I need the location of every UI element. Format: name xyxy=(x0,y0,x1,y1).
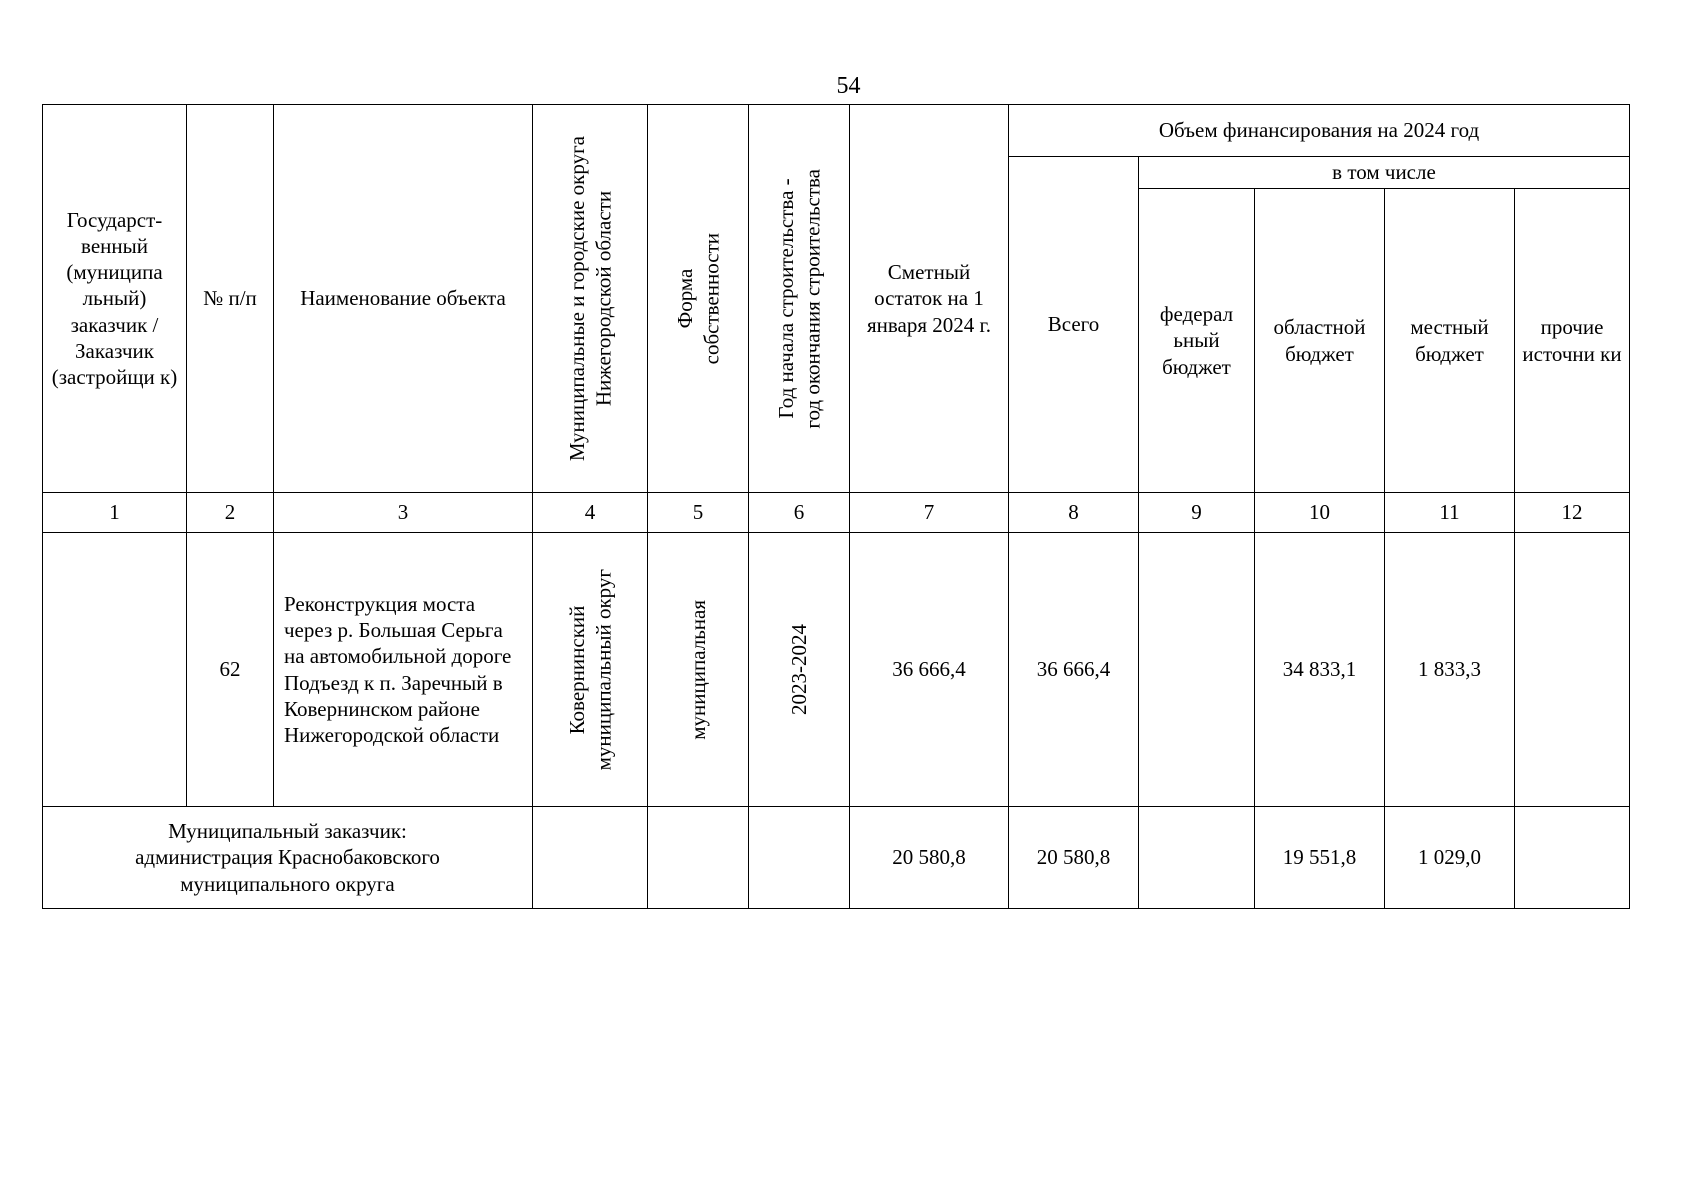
row2-other xyxy=(1515,807,1630,909)
header-ownership xyxy=(648,105,749,493)
header-districts-line2: Нижегородской области xyxy=(591,190,615,407)
row1-customer xyxy=(43,533,187,807)
row1-years-text: 2023-2024 xyxy=(786,624,811,715)
table-row xyxy=(43,807,1630,909)
column-number: 10 xyxy=(1255,493,1385,533)
header-years-line2: год окончания строительства xyxy=(800,168,824,429)
row2-ownership xyxy=(648,807,749,909)
column-number: 1 xyxy=(43,493,187,533)
column-number: 6 xyxy=(749,493,850,533)
row2-years xyxy=(749,807,850,909)
row2-federal xyxy=(1139,807,1255,909)
row1-regional: 34 833,1 xyxy=(1255,533,1385,807)
column-number: 7 xyxy=(850,493,1009,533)
row1-other xyxy=(1515,533,1630,807)
header-row-1 xyxy=(43,105,1630,157)
column-number: 5 xyxy=(648,493,749,533)
row1-years xyxy=(749,533,850,807)
column-number: 9 xyxy=(1139,493,1255,533)
header-districts xyxy=(533,105,648,493)
row2-customer-line2: администрация Краснобаковского xyxy=(135,845,440,870)
column-number: 4 xyxy=(533,493,648,533)
row2-customer-line3: муниципального округа xyxy=(180,871,395,896)
column-number-row xyxy=(43,493,1630,533)
header-estimate: Сметный остаток на 1 января 2024 г. xyxy=(850,105,1009,493)
row2-total: 20 580,8 xyxy=(1009,807,1139,909)
header-federal: федерал ьный бюджет xyxy=(1139,189,1255,493)
row2-regional: 19 551,8 xyxy=(1255,807,1385,909)
header-customer: Государст-венный (муниципа льный) заказчик / Заказчик (застройщи к) xyxy=(43,105,187,493)
header-other: прочие источни ки xyxy=(1515,189,1630,493)
header-years xyxy=(749,105,850,493)
column-number: 12 xyxy=(1515,493,1630,533)
row1-federal xyxy=(1139,533,1255,807)
row2-local: 1 029,0 xyxy=(1385,807,1515,909)
header-districts-line1: Муниципальные и городские округа xyxy=(564,135,589,462)
header-ownership-line1: Форма xyxy=(672,268,697,329)
column-number: 8 xyxy=(1009,493,1139,533)
header-regional: областной бюджет xyxy=(1255,189,1385,493)
row2-customer xyxy=(43,807,533,909)
header-including: в том числе xyxy=(1139,157,1630,189)
investment-table xyxy=(42,104,1630,909)
row1-district xyxy=(533,533,648,807)
row1-district-line1: Ковернинский xyxy=(564,605,589,734)
column-number: 3 xyxy=(274,493,533,533)
row2-district xyxy=(533,807,648,909)
header-total: Всего xyxy=(1009,157,1139,493)
header-object-name: Наименование объекта xyxy=(274,105,533,493)
table-row xyxy=(43,533,1630,807)
header-funding: Объем финансирования на 2024 год xyxy=(1009,105,1630,157)
header-local: местный бюджет xyxy=(1385,189,1515,493)
row1-object-name: Реконструкция моста через р. Большая Серьга на автомобильной дороге Подъезд к п. Заречный в Ковернинском районе Нижегородской области xyxy=(274,533,533,807)
row1-number: 62 xyxy=(187,533,274,807)
page-number: 54 xyxy=(836,73,861,99)
column-number: 2 xyxy=(187,493,274,533)
header-number: № п/п xyxy=(187,105,274,493)
row2-estimate: 20 580,8 xyxy=(850,807,1009,909)
column-number: 11 xyxy=(1385,493,1515,533)
row1-local: 1 833,3 xyxy=(1385,533,1515,807)
row1-ownership-text: муниципальная xyxy=(685,599,710,740)
row1-total: 36 666,4 xyxy=(1009,533,1139,807)
row1-district-line2: муниципальный округ xyxy=(591,568,615,771)
header-years-line1: Год начала строительства - xyxy=(773,178,798,419)
header-ownership-line2: собственности xyxy=(699,232,723,365)
row2-customer-line1: Муниципальный заказчик: xyxy=(168,819,407,844)
row1-ownership xyxy=(648,533,749,807)
row1-estimate: 36 666,4 xyxy=(850,533,1009,807)
